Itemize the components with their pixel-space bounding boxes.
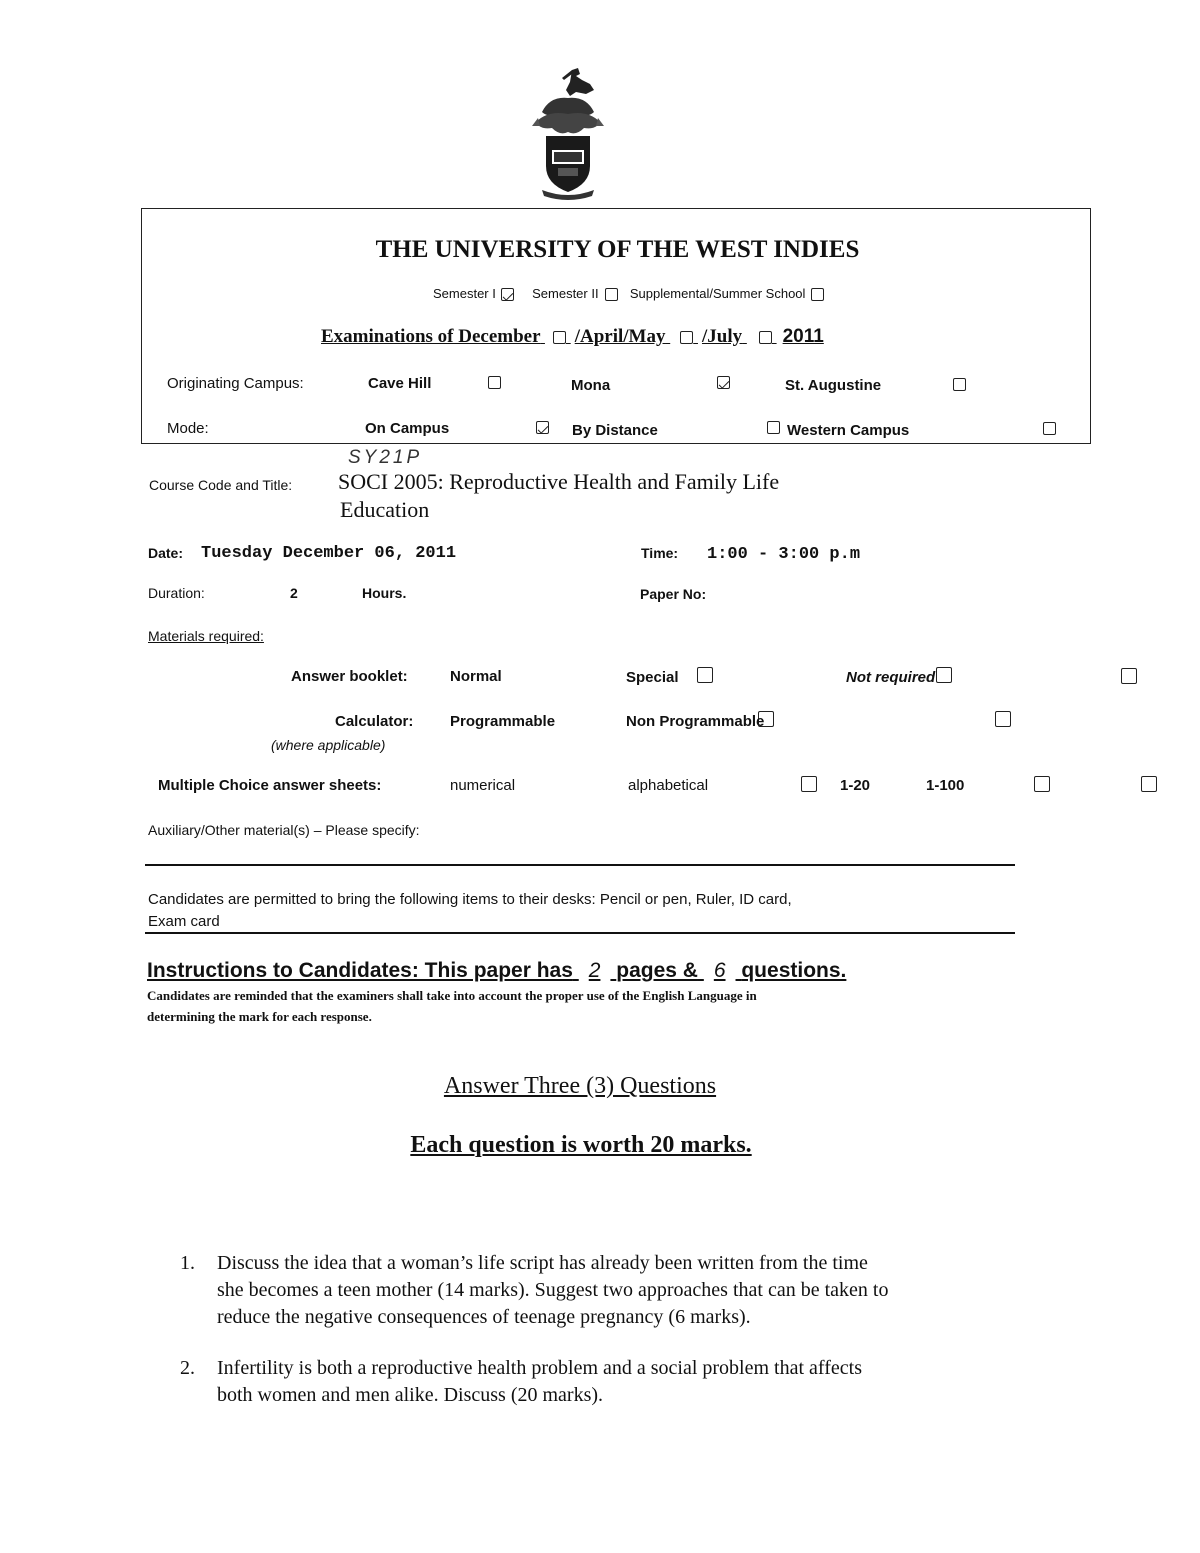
st-augustine-checkbox[interactable] xyxy=(953,378,966,391)
date-label: Date: xyxy=(148,545,184,561)
auxiliary-divider xyxy=(145,864,1015,866)
auxiliary-materials-label: Auxiliary/Other material(s) – Please specify: xyxy=(148,822,420,838)
question-2-line-2: both women and men alike. Discuss (20 marks). xyxy=(217,1384,604,1406)
on-campus-checkbox[interactable] xyxy=(536,421,549,434)
question-1-number: 1. xyxy=(180,1252,195,1274)
supplemental-label: Supplemental/Summer School xyxy=(629,286,806,301)
semester-2-checkbox[interactable] xyxy=(605,288,618,301)
originating-campus-label: Originating Campus: xyxy=(167,375,304,392)
marks-heading: Each question is worth 20 marks. xyxy=(410,1132,752,1158)
question-1-line-2: she becomes a teen mother (14 marks). Suggest two approaches that can be taken to xyxy=(217,1279,889,1301)
time-label: Time: xyxy=(641,545,679,561)
western-campus-checkbox[interactable] xyxy=(1043,422,1056,435)
questions-count: 6 xyxy=(713,959,726,982)
permitted-items-line2: Exam card xyxy=(148,913,220,930)
western-campus-label: Western Campus xyxy=(787,422,910,439)
by-distance-label: By Distance xyxy=(572,422,658,439)
on-campus-label: On Campus xyxy=(365,420,450,437)
non-programmable-label: Non Programmable xyxy=(626,713,765,730)
april-may-checkbox[interactable] xyxy=(680,331,693,344)
cave-hill-checkbox[interactable] xyxy=(488,376,501,389)
numerical-label: numerical xyxy=(450,777,516,794)
english-reminder-line1: Candidates are reminded that the examiners shall take into account the proper use of the English Language in xyxy=(147,988,757,1003)
supplemental-checkbox[interactable] xyxy=(811,288,824,301)
university-crest-logo xyxy=(528,66,608,202)
range-1-20-checkbox[interactable] xyxy=(1141,776,1157,792)
questions-word: questions. xyxy=(741,959,847,982)
semester-2-label: Semester II xyxy=(532,286,599,301)
question-2-number: 2. xyxy=(180,1357,195,1379)
mode-label: Mode: xyxy=(167,420,209,437)
duration-value: 2 xyxy=(290,585,298,601)
english-reminder-line2: determining the mark for each response. xyxy=(147,1009,372,1024)
pages-word: pages & xyxy=(616,959,698,982)
alphabetical-checkbox[interactable] xyxy=(1034,776,1050,792)
course-code-label: Course Code and Title: xyxy=(149,477,293,493)
question-1-text xyxy=(217,1250,888,1331)
time-value: 1:00 - 3:00 p.m xyxy=(707,545,861,564)
instructions-prefix: Instructions to Candidates: This paper has xyxy=(147,959,573,982)
alphabetical-label: alphabetical xyxy=(628,777,709,794)
question-1-line-3: reduce the negative consequences of teenage pregnancy (6 marks). xyxy=(217,1306,751,1328)
question-1 xyxy=(180,1250,888,1331)
exam-year: 2011 xyxy=(782,326,824,347)
special-checkbox[interactable] xyxy=(936,667,952,683)
non-programmable-checkbox[interactable] xyxy=(995,711,1011,727)
multiple-choice-label: Multiple Choice answer sheets: xyxy=(158,777,382,794)
calculator-label: Calculator: xyxy=(335,713,414,730)
mona-label: Mona xyxy=(571,377,611,394)
duration-unit: Hours. xyxy=(362,585,407,601)
normal-checkbox[interactable] xyxy=(697,667,713,683)
not-required-label: Not required xyxy=(846,669,936,686)
semester-1-label: Semester I xyxy=(433,286,496,301)
question-2-text xyxy=(217,1355,862,1409)
range-1-20-label: 1-20 xyxy=(840,777,871,794)
normal-label: Normal xyxy=(450,668,502,685)
december-checkbox[interactable] xyxy=(553,331,566,344)
university-name: THE UNIVERSITY OF THE WEST INDIES xyxy=(375,236,860,263)
paper-no-label: Paper No: xyxy=(640,586,707,602)
course-title-line2: Education xyxy=(340,497,430,522)
where-applicable-note: (where applicable) xyxy=(271,737,386,753)
date-value: Tuesday December 06, 2011 xyxy=(201,544,457,563)
semester-1-checkbox[interactable] xyxy=(501,288,514,301)
permitted-items-line1: Candidates are permitted to bring the following items to their desks: Pencil or pen, Ruler, ID card, xyxy=(148,891,792,908)
materials-heading: Materials required: xyxy=(148,628,264,644)
question-2-line-1: Infertility is both a reproductive health problem and a social problem that affects xyxy=(217,1357,862,1379)
question-2 xyxy=(180,1355,862,1409)
numerical-checkbox[interactable] xyxy=(801,776,817,792)
semester-row xyxy=(433,286,824,301)
pages-count: 2 xyxy=(588,959,601,982)
st-augustine-label: St. Augustine xyxy=(785,377,882,394)
answer-booklet-label: Answer booklet: xyxy=(291,668,408,685)
mona-checkbox[interactable] xyxy=(717,376,730,389)
permitted-divider xyxy=(145,932,1015,934)
not-required-checkbox[interactable] xyxy=(1121,668,1137,684)
july-checkbox[interactable] xyxy=(759,331,772,344)
duration-label: Duration: xyxy=(148,585,205,601)
special-label: Special xyxy=(626,669,679,686)
question-1-line-1: Discuss the idea that a woman’s life script has already been written from the time xyxy=(217,1252,868,1274)
by-distance-checkbox[interactable] xyxy=(767,421,780,434)
answer-three-heading: Answer Three (3) Questions xyxy=(443,1073,717,1099)
exam-december-label: Examinations of December xyxy=(321,326,541,347)
instructions-heading xyxy=(147,959,846,983)
handwritten-course-note: SY21P xyxy=(348,447,423,468)
examinations-row xyxy=(321,326,824,348)
course-title-line1: SOCI 2005: Reproductive Health and Family Life xyxy=(338,469,780,494)
programmable-label: Programmable xyxy=(450,713,556,730)
april-may-label: /April/May xyxy=(574,326,666,347)
cave-hill-label: Cave Hill xyxy=(368,375,432,392)
july-label: /July xyxy=(701,326,743,347)
range-1-100-label: 1-100 xyxy=(926,777,965,794)
